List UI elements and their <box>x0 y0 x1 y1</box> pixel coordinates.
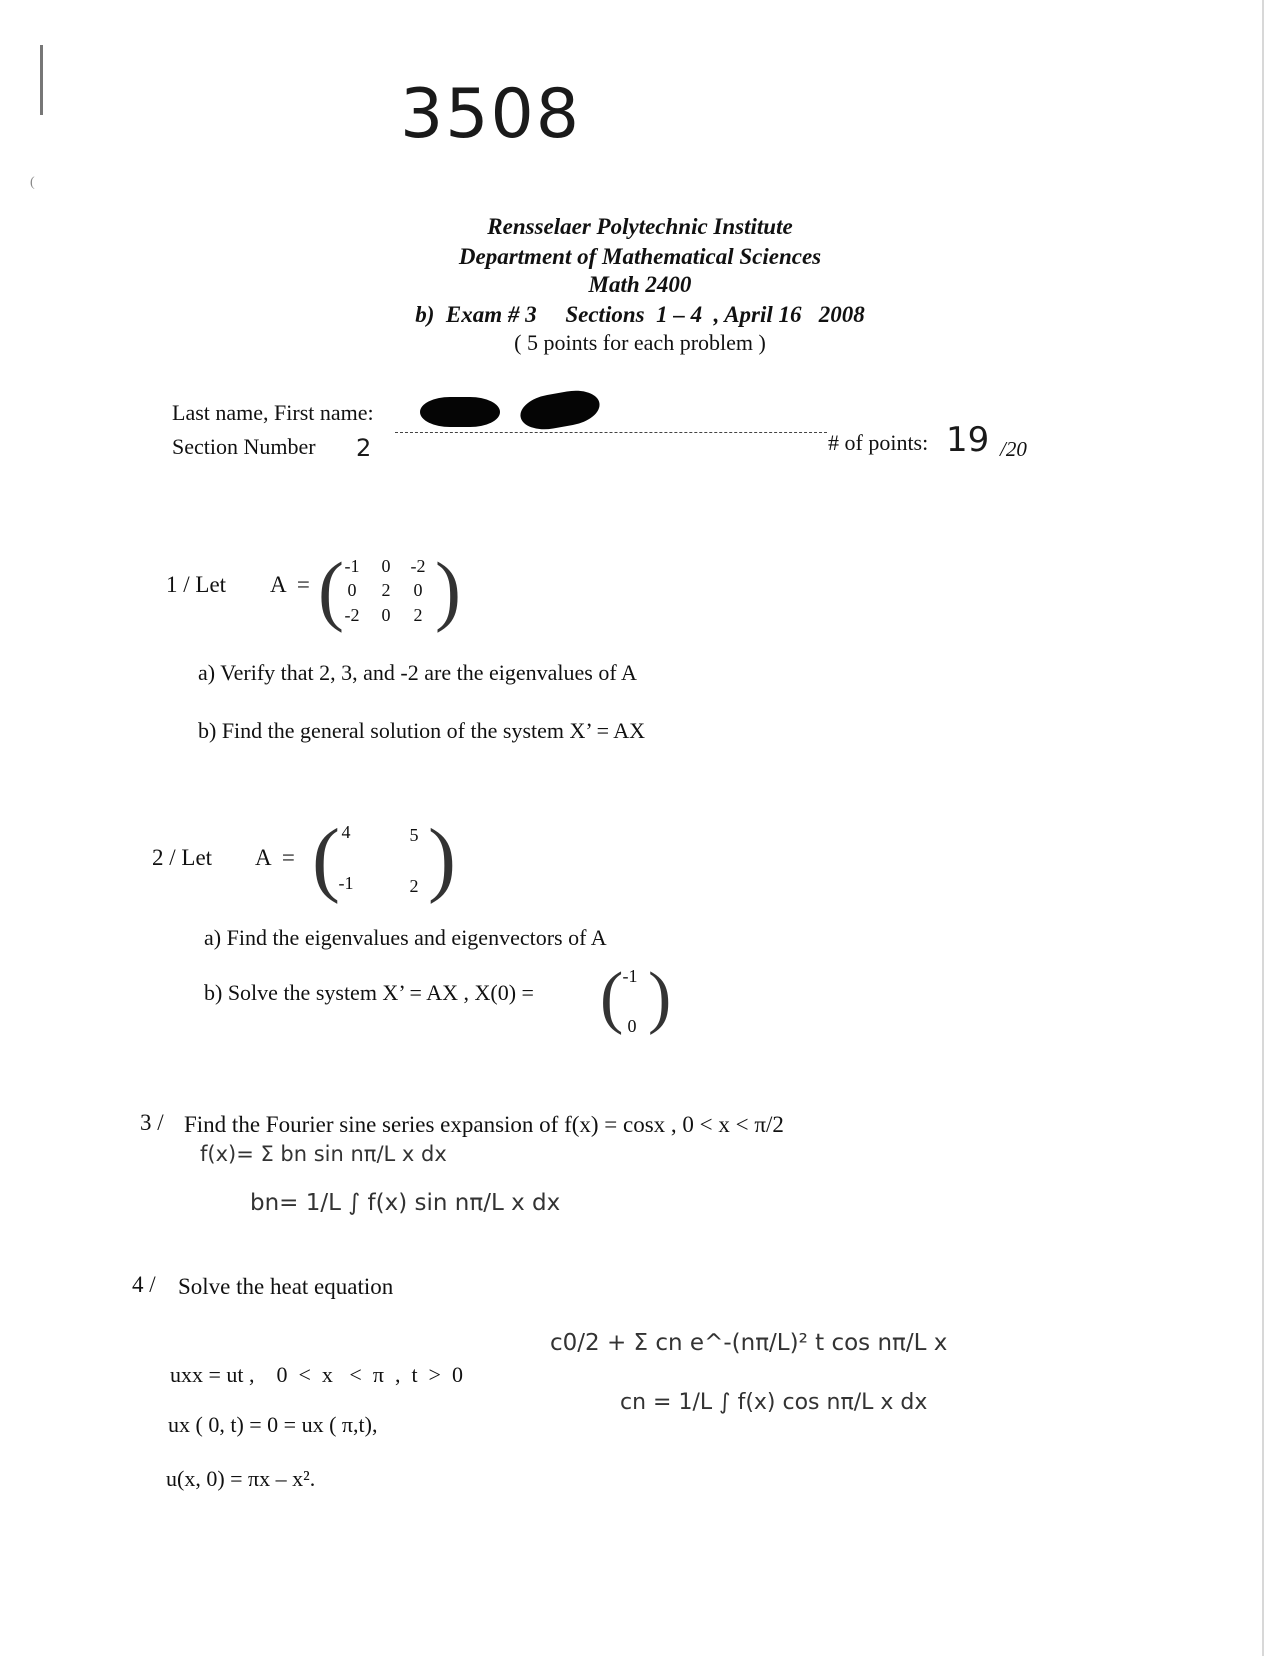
scan-mark <box>40 45 43 115</box>
problem-1-part-a: a) Verify that 2, 3, and -2 are the eigenvalues of A <box>198 660 637 685</box>
initial-condition: u(x, 0) = πx – x². <box>166 1466 316 1491</box>
name-line <box>395 432 827 433</box>
handwritten-note: bn= 1/L ∫ f(x) sin nπ/L x dx <box>250 1190 561 1216</box>
section-label: Section Number <box>172 434 316 459</box>
problem-2-part-a: a) Find the eigenvalues and eigenvectors of A <box>204 925 607 950</box>
vector-left-paren: ( <box>600 959 624 1036</box>
vector-entry: -1 <box>622 966 638 986</box>
points-note: ( 5 points for each problem ) <box>514 330 766 355</box>
matrix-cell: 2 <box>413 605 423 625</box>
matrix-cell: 0 <box>381 556 391 576</box>
matrix-right-paren: ) <box>428 812 456 905</box>
matrix-cell: 0 <box>381 605 391 625</box>
problem-3-number: 3 / <box>140 1110 164 1135</box>
problem-1-part-b: b) Find the general solution of the system X’ = AX <box>198 718 646 743</box>
matrix-cell: -2 <box>344 605 360 625</box>
handwritten-note: cn = 1/L ∫ f(x) cos nπ/L x dx <box>620 1390 928 1415</box>
matrix-cell: -1 <box>344 556 360 576</box>
problem-2-part-b: b) Solve the system X’ = AX , X(0) = <box>204 980 534 1005</box>
handwritten-note: f(x)= Σ bn sin nπ/L x dx <box>200 1142 447 1166</box>
course-name: Math 2400 <box>588 272 692 297</box>
points-label: # of points: <box>828 430 929 455</box>
points-total: /20 <box>1000 437 1027 461</box>
matrix-cell: 2 <box>409 876 419 896</box>
matrix-cell: 4 <box>341 822 351 842</box>
section-value: 2 <box>356 434 372 462</box>
department-name: Department of Mathematical Sciences <box>458 244 822 269</box>
problem-1-matrix-label: A = <box>270 572 310 597</box>
matrix-left-paren: ( <box>312 812 340 905</box>
matrix-right-paren: ) <box>435 546 461 633</box>
institution-name: Rensselaer Polytechnic Institute <box>487 214 793 239</box>
problem-4-number: 4 / <box>132 1272 156 1297</box>
name-label: Last name, First name: <box>172 400 374 425</box>
problem-3-text: Find the Fourier sine series expansion of f(x) = cosx , 0 < x < π/2 <box>184 1112 784 1137</box>
exam-line: b) Exam # 3 Sections 1 – 4 , April 16 2008 <box>415 302 865 327</box>
vector-entry: 0 <box>627 1016 637 1036</box>
boundary-conditions: ux ( 0, t) = 0 = ux ( π,t), <box>168 1412 378 1437</box>
matrix-cell: -2 <box>410 556 426 576</box>
problem-1-number: 1 / Let <box>166 572 227 597</box>
handwritten-note: c0/2 + Σ cn e^-(nπ/L)² t cos nπ/L x <box>550 1330 948 1356</box>
scan-edge <box>1262 0 1264 1656</box>
problem-2-matrix-label: A = <box>255 845 295 870</box>
heat-equation: uxx = ut , 0 < x < π , t > 0 <box>170 1362 463 1387</box>
matrix-left-paren: ( <box>318 546 344 633</box>
problem-4-text: Solve the heat equation <box>178 1274 394 1299</box>
vector-right-paren: ) <box>648 959 672 1036</box>
handwritten-course-code: 3508 <box>400 75 582 154</box>
problem-2-number: 2 / Let <box>152 845 213 870</box>
scan-mark: ( <box>30 175 35 190</box>
matrix-cell: 0 <box>347 580 357 600</box>
matrix-cell: 0 <box>413 580 423 600</box>
redacted-name <box>420 397 500 427</box>
matrix-cell: 2 <box>381 580 391 600</box>
matrix-cell: -1 <box>338 873 354 893</box>
matrix-cell: 5 <box>409 825 419 845</box>
redacted-name <box>518 386 603 433</box>
points-value: 19 <box>946 420 990 460</box>
